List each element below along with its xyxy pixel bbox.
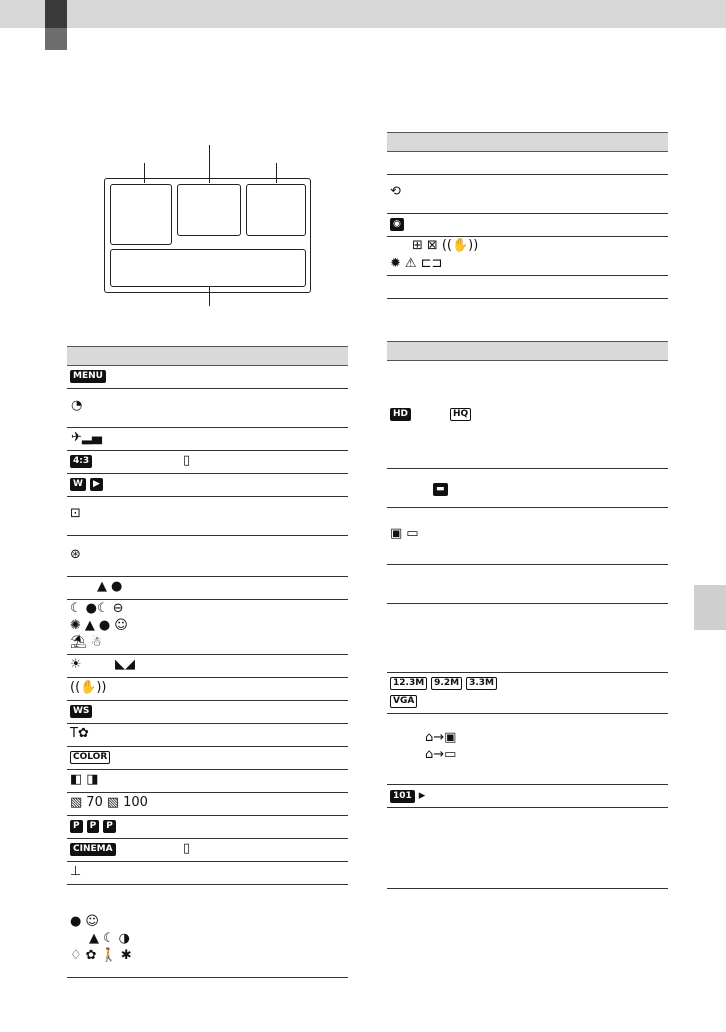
- peaking-white-icon: P: [70, 820, 83, 833]
- aspect-4-3-icon: 4:3: [70, 455, 92, 468]
- macro-icon: ✿: [85, 948, 97, 963]
- table-row: [67, 747, 348, 770]
- recording-media-icon: ⊞: [412, 238, 423, 253]
- table-row: [67, 451, 348, 474]
- repeat-icon: ⟲: [390, 184, 401, 199]
- side-index-tab[interactable]: [694, 585, 726, 630]
- image-size-9-icon: 9.2M: [431, 677, 462, 690]
- table-row: [67, 678, 348, 701]
- sunlight-icon: ☀: [70, 657, 82, 672]
- table-header: [387, 341, 668, 361]
- table-row: [387, 152, 668, 175]
- camera-shake-icon: ((✋)): [441, 238, 479, 253]
- portrait-box-icon: ●: [98, 618, 111, 633]
- table-row: [387, 565, 668, 604]
- table-row: [387, 214, 668, 237]
- film-icon: ▯: [183, 841, 191, 856]
- eye-icon: ◉: [390, 218, 404, 231]
- fader-white-icon: ◧: [70, 772, 83, 787]
- table-row: [67, 474, 348, 497]
- peaking-yellow-icon: P: [103, 820, 116, 833]
- table-row: [387, 785, 668, 808]
- fireworks-icon: ✺: [70, 618, 81, 633]
- table-row: [67, 701, 348, 724]
- landscape-icon: ▲: [97, 579, 107, 594]
- play-wide-icon: ▶: [90, 478, 103, 491]
- warning-icon: ⚠: [404, 256, 417, 271]
- table-row: [67, 862, 348, 885]
- night-scene-icon: ☾: [70, 601, 82, 616]
- landscape-box-icon: ▲: [84, 618, 95, 633]
- baby-icon: ☺: [114, 618, 128, 633]
- snow-icon: ☃: [90, 635, 103, 650]
- lcd-area-right: [246, 184, 306, 236]
- lcd-screen-diagram: [104, 178, 311, 293]
- table-row: [387, 237, 668, 276]
- scenery-icon: ▲: [89, 931, 99, 946]
- gps-signal-icon: ✈▂▄: [71, 430, 102, 445]
- zebra-icon: ▧: [106, 795, 120, 810]
- internal-memory-icon: ▣: [390, 526, 403, 541]
- smile-shutter-off-icon: ⊛: [70, 547, 81, 562]
- zebra-icon: ▧: [70, 795, 83, 810]
- table-row: [67, 885, 348, 978]
- one-push-wb-icon: ◣◢: [115, 657, 135, 672]
- media-warning-icon: ⊏⊐: [420, 256, 443, 271]
- header-bar: [0, 0, 726, 28]
- table-row: [67, 428, 348, 451]
- table-row: [67, 793, 348, 816]
- self-timer-icon: ◔: [71, 398, 83, 413]
- table-row: [67, 389, 348, 428]
- lcd-area-bottom: [110, 249, 306, 287]
- wide-select-icon: W: [70, 478, 86, 491]
- playback-folder-icon: 101: [390, 790, 415, 803]
- peaking-red-icon: P: [87, 820, 100, 833]
- left-indicator-table: [67, 346, 348, 986]
- beach-icon: ⛱: [70, 635, 87, 650]
- spotlight-icon: ♢: [70, 948, 82, 963]
- table-row: [387, 508, 668, 565]
- zebra-100-value: 100: [123, 795, 148, 810]
- intelligent-auto-portrait-icon: ●: [70, 914, 82, 929]
- table-row: [387, 604, 668, 673]
- table-row: [67, 536, 348, 577]
- zebra-70-value: 70: [86, 795, 103, 810]
- table-row: [67, 577, 348, 600]
- table-row: [387, 469, 668, 508]
- baby-detect-icon: ☺: [85, 914, 99, 929]
- steadyshot-off-icon: ((✋)): [70, 680, 107, 695]
- table-row: [67, 366, 348, 389]
- table-row: [67, 600, 348, 655]
- copy-to-memory-icon: ⌂→▣: [425, 730, 457, 745]
- table-row: [387, 361, 668, 469]
- lcd-area-center: [177, 184, 241, 236]
- callout-bottom: [209, 286, 210, 306]
- card-error-icon: ⊠: [426, 238, 438, 253]
- callout-right: [276, 163, 277, 183]
- memory-card-icon: ▭: [406, 526, 419, 541]
- table-row: [67, 655, 348, 678]
- backlight-icon: ◑: [118, 931, 130, 946]
- wind-noise-icon: WS: [70, 705, 92, 718]
- portrait-icon: ●: [111, 579, 123, 594]
- flash-warning-icon: ✹: [390, 256, 401, 271]
- moving-icon: ✱: [120, 948, 132, 963]
- tele-macro-icon: T✿: [70, 726, 89, 741]
- portrait-night-icon: ●☾: [85, 601, 109, 616]
- battery-icon: ▬: [433, 483, 448, 496]
- night-icon: ☾: [103, 931, 115, 946]
- walking-icon: 🚶: [100, 948, 117, 963]
- table-row: [387, 673, 668, 714]
- lcd-area-left: [110, 184, 172, 245]
- table-row: [387, 714, 668, 785]
- table-row: [67, 724, 348, 747]
- fader-black-icon: ◨: [86, 772, 99, 787]
- film-icon: ▯: [183, 453, 191, 468]
- copy-to-card-icon: ⌂→▭: [425, 747, 457, 762]
- table-row: [387, 276, 668, 299]
- image-size-12-icon: 12.3M: [390, 677, 427, 690]
- right-bottom-indicator-table: [387, 341, 668, 891]
- right-top-indicator-table: [387, 132, 668, 302]
- face-detection-off-icon: ⊡: [70, 506, 81, 521]
- table-header: [67, 346, 348, 366]
- play-icon: ▸: [418, 788, 426, 803]
- image-size-vga-icon: VGA: [390, 695, 417, 708]
- tripod-icon: ⊥: [70, 864, 82, 879]
- header-tab-dark: [45, 0, 67, 28]
- table-row: [387, 808, 668, 889]
- x-v-color-icon: COLOR: [70, 751, 110, 764]
- sunset-icon: ⊖: [112, 601, 124, 616]
- hq-quality-icon: HQ: [450, 408, 471, 421]
- callout-center: [209, 145, 210, 183]
- table-row: [67, 497, 348, 536]
- table-row: [67, 770, 348, 793]
- callout-left: [144, 163, 145, 183]
- table-row: [387, 175, 668, 214]
- menu-icon: MENU: [70, 370, 106, 383]
- image-size-3-icon: 3.3M: [466, 677, 497, 690]
- table-row: [67, 816, 348, 839]
- cinematone-icon: CINEMA: [70, 843, 116, 856]
- table-row: [67, 839, 348, 862]
- table-header: [387, 132, 668, 152]
- hd-quality-icon: HD: [390, 408, 411, 421]
